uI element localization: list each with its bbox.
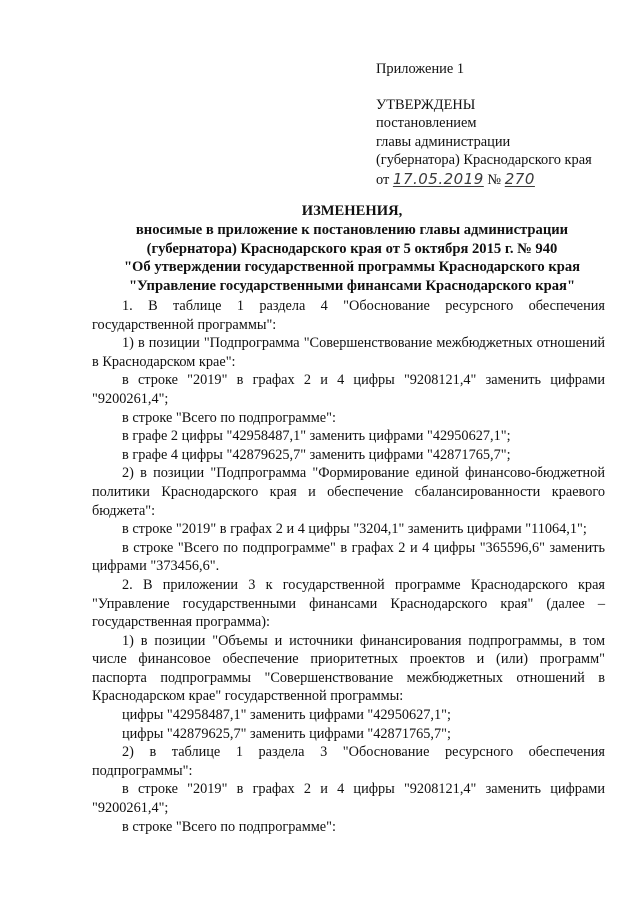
approval-date-number (376, 170, 631, 190)
title-line-3: "Об утверждении государственной программы Краснодарского края (123, 259, 581, 276)
paragraph: цифры "42879625,7" заменить цифрами "42871765,7"; (122, 725, 451, 742)
paragraph: цифры "42958487,1" заменить цифрами "42950627,1"; (122, 707, 451, 724)
paragraph: в строке "Всего по подпрограмме": (122, 818, 336, 835)
paragraph: в строке "Всего по подпрограмме" в графах 2 и 4 цифры "365596,6" заменить цифрами "373456,6". (92, 539, 605, 575)
paragraph: 1) в позиции "Объемы и источники финансирования подпрограммы, в том числе финансовое обеспечение приоритетных проектов и (или) программ" паспорта подпрограммы "Совершенствование межбюджетных отношений в Краснодарском крае" государственной программы: (92, 632, 605, 705)
title-line-1: вносимые в приложение к постановлению главы администрации (135, 221, 569, 238)
paragraph: в строке "2019" в графах 2 и 4 цифры "9208121,4" заменить цифрами "9200261,4"; (92, 781, 605, 817)
paragraph: в строке "2019" в графах 2 и 4 цифры "9208121,4" заменить цифрами "9200261,4"; (92, 372, 605, 407)
approval-line-1: постановлением (376, 115, 477, 131)
paragraph: 2) в таблице 1 раздела 3 "Обоснование ресурсного обеспечения подпрограммы": (92, 744, 605, 779)
handwritten-number: 270 (504, 169, 535, 188)
paragraph: в строке "2019" в графах 2 и 4 цифры "3204,1" заменить цифрами "11064,1"; (122, 521, 587, 538)
appendix-label: Приложение 1 (376, 61, 465, 77)
paragraph: 2. В приложении 3 к государственной программе Краснодарского края "Управление государственными финансами Краснодарского края" (далее – государственная программа): (92, 576, 605, 631)
from-label: от (376, 171, 390, 188)
document-body (92, 297, 605, 836)
paragraph: в графе 2 цифры "42958487,1" заменить цифрами "42950627,1"; (122, 428, 511, 445)
title-line-4: "Управление государственными финансами Краснодарского края" (128, 278, 576, 295)
paragraph: 2) в позиции "Подпрограмма "Формирование единой финансово-бюджетной политики Краснодарского края и обеспечение сбалансированности краевого бюджета": (92, 465, 605, 519)
paragraph: 1) в позиции "Подпрограмма "Совершенствование межбюджетных отношений в Краснодарском крае": (92, 335, 605, 370)
title-heading: ИЗМЕНЕНИЯ, (301, 203, 403, 219)
number-label: № (487, 171, 502, 188)
paragraph: в графе 4 цифры "42879625,7" заменить цифрами "42871765,7"; (122, 446, 511, 463)
paragraph: в строке "Всего по подпрограмме": (122, 409, 336, 426)
handwritten-date: 17.05.2019 (392, 169, 484, 188)
approved-label: УТВЕРЖДЕНЫ (376, 96, 476, 113)
paragraph: 1. В таблице 1 раздела 4 "Обоснование ресурсного обеспечения государственной программы": (92, 298, 605, 333)
approval-line-2: главы администрации (376, 133, 511, 150)
document-title (92, 202, 612, 296)
approval-block (376, 60, 631, 189)
approval-line-3: (губернатора) Краснодарского края (376, 152, 592, 168)
title-line-2: (губернатора) Краснодарского края от 5 октября 2015 г. № 940 (146, 240, 558, 257)
